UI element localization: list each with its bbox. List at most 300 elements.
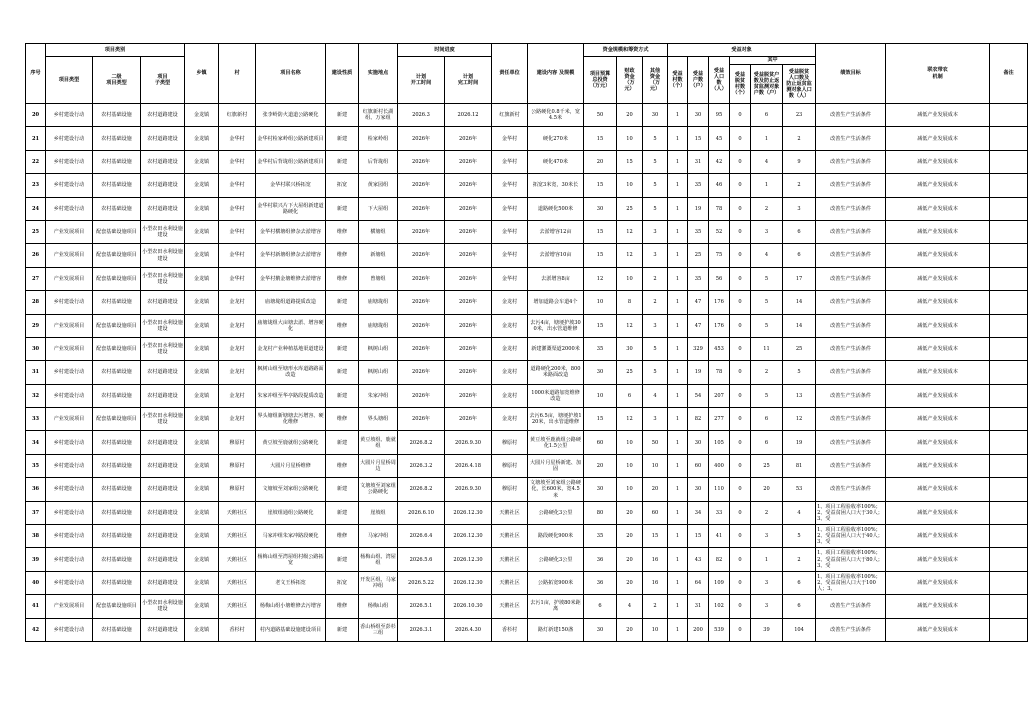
row-budget-total: 15	[584, 174, 617, 197]
row-linkage-mechanism: 减低产业发展成本	[886, 384, 990, 407]
row-content-scale: 公路拓宽900米	[528, 571, 584, 594]
table-row	[26, 618, 1028, 641]
row-poor-households: 5	[751, 314, 783, 337]
row-poor-households: 6	[751, 408, 783, 431]
row-remarks	[990, 150, 1028, 173]
row-secondary-type: 配套基础设施项目	[93, 267, 141, 290]
col-benefit-villages-header: 受益 村数 （个）	[668, 57, 688, 104]
row-project-name: 金华村联兴片下大屋组新建道路硬化	[256, 197, 326, 220]
row-other-funds: 3	[643, 408, 668, 431]
row-town: 金龙镇	[185, 314, 219, 337]
row-linkage-mechanism: 减低产业发展成本	[886, 571, 990, 594]
row-village: 穆原村	[219, 454, 256, 477]
row-village: 天鹅社区	[219, 595, 256, 618]
row-linkage-mechanism: 减低产业发展成本	[886, 150, 990, 173]
col-project-category-header: 项目类别	[46, 44, 185, 57]
row-poor-villages: 0	[730, 384, 751, 407]
row-construction-nature: 新建	[326, 361, 359, 384]
row-fiscal-funds: 10	[617, 267, 643, 290]
row-responsible-unit: 金龙村	[492, 291, 528, 314]
row-remarks	[990, 478, 1028, 501]
row-poor-villages: 0	[730, 291, 751, 314]
row-responsible-unit: 穆原村	[492, 431, 528, 454]
col-village-header: 村	[219, 44, 256, 104]
table-row	[26, 478, 1028, 501]
col-remarks-header: 备注	[990, 44, 1028, 104]
row-benefit-population: 110	[709, 478, 730, 501]
table-row	[26, 525, 1028, 548]
row-benefit-households: 47	[688, 291, 709, 314]
row-town: 金龙镇	[185, 525, 219, 548]
row-secondary-type: 农村基础设施	[93, 104, 141, 127]
row-poor-villages: 0	[730, 595, 751, 618]
row-performance-goal: 改善生产生活条件	[816, 127, 886, 150]
row-project-name: 金华村鹅金塘维修去淤增容	[256, 267, 326, 290]
row-seq: 27	[26, 267, 46, 290]
row-secondary-type: 农村基础设施	[93, 618, 141, 641]
row-content-scale: 公路硬化0.8千米，宽4.5米	[528, 104, 584, 127]
row-benefit-population: 45	[709, 127, 730, 150]
row-project-name: 朱家冲组至华亭路段提质改造	[256, 384, 326, 407]
row-project-name: 文塘坡至刘家组公路硬化	[256, 478, 326, 501]
row-benefit-households: 60	[688, 454, 709, 477]
row-village: 香杉村	[219, 618, 256, 641]
row-responsible-unit: 天鹅社区	[492, 525, 528, 548]
row-location: 杨梅山组	[359, 595, 398, 618]
row-secondary-type: 农村基础设施	[93, 361, 141, 384]
row-village: 天鹅社区	[219, 548, 256, 571]
row-planned-start: 2026年	[398, 408, 445, 431]
row-seq: 41	[26, 595, 46, 618]
row-construction-nature: 新建	[326, 291, 359, 314]
row-responsible-unit: 金华村	[492, 174, 528, 197]
row-benefit-households: 35	[688, 174, 709, 197]
row-benefit-population: 41	[709, 525, 730, 548]
col-construction-nature-header: 建设性质	[326, 44, 359, 104]
col-town-header: 乡镇	[185, 44, 219, 104]
row-location: 庙塘垅组	[359, 314, 398, 337]
col-funding-header: 资金规模和筹资方式	[584, 44, 668, 57]
row-village: 天鹅社区	[219, 571, 256, 594]
row-other-funds: 30	[643, 104, 668, 127]
table-row	[26, 197, 1028, 220]
row-planned-finish: 2026.12.30	[445, 548, 492, 571]
row-project-type: 产业发展项目	[46, 595, 93, 618]
row-planned-start: 2026年	[398, 314, 445, 337]
row-poor-villages: 0	[730, 150, 751, 173]
row-fiscal-funds: 12	[617, 314, 643, 337]
row-village: 穆原村	[219, 478, 256, 501]
row-budget-total: 30	[584, 478, 617, 501]
row-benefit-villages: 1	[668, 361, 688, 384]
row-benefit-households: 31	[688, 595, 709, 618]
row-linkage-mechanism: 减低产业发展成本	[886, 104, 990, 127]
row-seq: 32	[26, 384, 46, 407]
row-responsible-unit: 香杉村	[492, 618, 528, 641]
row-location: 横塘组	[359, 220, 398, 243]
row-budget-total: 35	[584, 337, 617, 360]
row-project-type: 乡村建设行动	[46, 104, 93, 127]
row-responsible-unit: 穆原村	[492, 478, 528, 501]
row-planned-start: 2026年	[398, 291, 445, 314]
row-poor-population: 5	[783, 361, 816, 384]
row-content-scale: 去污1亩，护坡80米距离	[528, 595, 584, 618]
row-poor-population: 104	[783, 618, 816, 641]
row-poor-population: 2	[783, 548, 816, 571]
row-benefit-households: 30	[688, 104, 709, 127]
row-poor-villages: 0	[730, 174, 751, 197]
row-seq: 39	[26, 548, 46, 571]
row-content-scale: 去淤增容12亩	[528, 220, 584, 243]
row-performance-goal: 改善生产生活条件	[816, 104, 886, 127]
col-benefit-population-header: 受益 人口 数 （人）	[709, 57, 730, 104]
row-poor-villages: 0	[730, 618, 751, 641]
table-row	[26, 384, 1028, 407]
row-poor-population: 14	[783, 314, 816, 337]
row-project-type: 产业发展项目	[46, 267, 93, 290]
row-project-name: 金华村横塘组修杂去淤增容	[256, 220, 326, 243]
row-seq: 33	[26, 408, 46, 431]
row-planned-finish: 2026.12.30	[445, 501, 492, 524]
row-location: 开发区组、马家冲组	[359, 571, 398, 594]
table-row	[26, 267, 1028, 290]
row-other-funds: 5	[643, 127, 668, 150]
row-responsible-unit: 穆原村	[492, 454, 528, 477]
row-fiscal-funds: 6	[617, 384, 643, 407]
project-table-sheet	[25, 43, 1028, 642]
row-benefit-villages: 1	[668, 525, 688, 548]
row-secondary-type: 配套基础设施项目	[93, 595, 141, 618]
row-planned-start: 2026.3.2	[398, 454, 445, 477]
row-location: 香山桥组至彭杉三组	[359, 618, 398, 641]
row-poor-households: 4	[751, 244, 783, 267]
row-benefit-villages: 1	[668, 267, 688, 290]
row-village: 天鹅社区	[219, 501, 256, 524]
row-benefit-population: 46	[709, 174, 730, 197]
row-benefit-households: 329	[688, 337, 709, 360]
row-performance-goal: 改善生产生活条件	[816, 174, 886, 197]
row-benefit-villages: 1	[668, 174, 688, 197]
row-project-name: 金龙村产业种植基地渠道建设	[256, 337, 326, 360]
row-fiscal-funds: 12	[617, 408, 643, 431]
row-responsible-unit: 金龙村	[492, 314, 528, 337]
row-content-scale: 1000米道路加宽维修改造	[528, 384, 584, 407]
row-remarks	[990, 174, 1028, 197]
row-project-name: 老文王桥拓宽	[256, 571, 326, 594]
row-remarks	[990, 244, 1028, 267]
row-benefit-villages: 1	[668, 595, 688, 618]
row-village: 金华村	[219, 244, 256, 267]
row-sub-type: 农村道路建设	[141, 431, 185, 454]
row-linkage-mechanism: 减低产业发展成本	[886, 595, 990, 618]
row-remarks	[990, 571, 1028, 594]
row-linkage-mechanism: 减低产业发展成本	[886, 127, 990, 150]
row-secondary-type: 农村基础设施	[93, 174, 141, 197]
row-poor-population: 6	[783, 220, 816, 243]
row-village: 金龙村	[219, 408, 256, 431]
row-planned-finish: 2026年	[445, 127, 492, 150]
row-benefit-villages: 1	[668, 244, 688, 267]
row-poor-villages: 0	[730, 478, 751, 501]
row-poor-population: 23	[783, 104, 816, 127]
row-benefit-population: 277	[709, 408, 730, 431]
row-other-funds: 10	[643, 618, 668, 641]
row-linkage-mechanism: 减低产业发展成本	[886, 525, 990, 548]
row-benefit-villages: 1	[668, 197, 688, 220]
row-fiscal-funds: 25	[617, 361, 643, 384]
row-sub-type: 农村道路建设	[141, 174, 185, 197]
row-project-type: 乡村建设行动	[46, 150, 93, 173]
row-poor-population: 13	[783, 384, 816, 407]
table-row	[26, 127, 1028, 150]
row-project-type: 乡村建设行动	[46, 478, 93, 501]
row-poor-households: 1	[751, 174, 783, 197]
row-content-scale: 大圆片月星桥新建、加固	[528, 454, 584, 477]
row-project-name: 金华村新塘组修杂去淤增容	[256, 244, 326, 267]
row-other-funds: 16	[643, 548, 668, 571]
row-poor-population: 9	[783, 150, 816, 173]
row-poor-households: 3	[751, 220, 783, 243]
row-construction-nature: 维修	[326, 408, 359, 431]
row-poor-villages: 0	[730, 431, 751, 454]
row-project-type: 乡村建设行动	[46, 501, 93, 524]
row-benefit-population: 176	[709, 291, 730, 314]
row-responsible-unit: 金龙村	[492, 384, 528, 407]
row-town: 金龙镇	[185, 150, 219, 173]
table-row	[26, 314, 1028, 337]
row-fiscal-funds: 30	[617, 337, 643, 360]
row-fiscal-funds: 10	[617, 431, 643, 454]
row-benefit-households: 15	[688, 525, 709, 548]
table-row	[26, 501, 1028, 524]
row-fiscal-funds: 20	[617, 525, 643, 548]
row-planned-finish: 2026年	[445, 314, 492, 337]
row-construction-nature: 维修	[326, 314, 359, 337]
row-town: 金龙镇	[185, 454, 219, 477]
row-linkage-mechanism: 减低产业发展成本	[886, 291, 990, 314]
row-project-name: 庙塘垅组大亩塘去淤、增容硬化	[256, 314, 326, 337]
row-remarks	[990, 220, 1028, 243]
row-secondary-type: 农村基础设施	[93, 431, 141, 454]
table-row	[26, 571, 1028, 594]
table-row	[26, 220, 1028, 243]
row-benefit-villages: 1	[668, 501, 688, 524]
row-town: 金龙镇	[185, 501, 219, 524]
row-benefit-population: 78	[709, 197, 730, 220]
row-poor-households: 6	[751, 431, 783, 454]
row-secondary-type: 农村基础设施	[93, 384, 141, 407]
row-village: 金龙村	[219, 291, 256, 314]
row-town: 金龙镇	[185, 174, 219, 197]
row-seq: 38	[26, 525, 46, 548]
row-benefit-villages: 1	[668, 454, 688, 477]
row-performance-goal: 改善生产生活条件	[816, 618, 886, 641]
row-budget-total: 60	[584, 431, 617, 454]
row-construction-nature: 新建	[326, 337, 359, 360]
row-location: 文塘坡至刘家组公路硬化	[359, 478, 398, 501]
row-location: 检家岭组	[359, 127, 398, 150]
row-benefit-households: 43	[688, 548, 709, 571]
col-project-name-header: 项目名称	[256, 44, 326, 104]
row-town: 金龙镇	[185, 197, 219, 220]
row-benefit-population: 105	[709, 431, 730, 454]
row-responsible-unit: 金龙村	[492, 361, 528, 384]
row-budget-total: 30	[584, 197, 617, 220]
row-sub-type: 农村道路建设	[141, 150, 185, 173]
row-planned-start: 2026年	[398, 174, 445, 197]
row-planned-finish: 2026年	[445, 384, 492, 407]
row-secondary-type: 配套基础设施项目	[93, 244, 141, 267]
row-benefit-population: 176	[709, 314, 730, 337]
row-poor-households: 3	[751, 595, 783, 618]
row-other-funds: 5	[643, 174, 668, 197]
row-project-name: 金华村联兴桥拓宽	[256, 174, 326, 197]
table-row	[26, 454, 1028, 477]
row-poor-households: 2	[751, 361, 783, 384]
row-fiscal-funds: 20	[617, 104, 643, 127]
row-content-scale: 公路硬化3公里	[528, 548, 584, 571]
row-other-funds: 4	[643, 384, 668, 407]
col-other-funds-header: 其他 资金 （万 元）	[643, 57, 668, 104]
row-poor-population: 19	[783, 431, 816, 454]
row-location: 崖坡组	[359, 501, 398, 524]
row-poor-households: 11	[751, 337, 783, 360]
row-seq: 26	[26, 244, 46, 267]
row-secondary-type: 配套基础设施项目	[93, 337, 141, 360]
row-village: 金华村	[219, 127, 256, 150]
row-poor-population: 6	[783, 244, 816, 267]
row-performance-goal: 1、项目工程验收率100%；2、受益贫困人口大于80人；3、受	[816, 548, 886, 571]
row-construction-nature: 维修	[326, 220, 359, 243]
row-location: 马家冲组	[359, 525, 398, 548]
row-project-type: 乡村建设行动	[46, 618, 93, 641]
row-planned-start: 2026年	[398, 150, 445, 173]
row-responsible-unit: 天鹅社区	[492, 571, 528, 594]
row-benefit-households: 30	[688, 431, 709, 454]
row-location: 黄豆坡组、鹿就组	[359, 431, 398, 454]
row-budget-total: 15	[584, 314, 617, 337]
row-other-funds: 15	[643, 525, 668, 548]
row-benefit-households: 35	[688, 220, 709, 243]
row-poor-population: 3	[783, 197, 816, 220]
row-town: 金龙镇	[185, 548, 219, 571]
row-sub-type: 小型农田水利设施建设	[141, 244, 185, 267]
row-sub-type: 农村道路建设	[141, 384, 185, 407]
table-row	[26, 548, 1028, 571]
row-linkage-mechanism: 减低产业发展成本	[886, 244, 990, 267]
row-planned-start: 2026.5.22	[398, 571, 445, 594]
row-budget-total: 12	[584, 267, 617, 290]
row-benefit-households: 47	[688, 314, 709, 337]
row-planned-start: 2026年	[398, 127, 445, 150]
row-seq: 23	[26, 174, 46, 197]
row-planned-start: 2026.6.4	[398, 525, 445, 548]
row-performance-goal: 1、项目工程验收率100%；2、受益贫困人口大于30人；3、受	[816, 501, 886, 524]
row-fiscal-funds: 12	[617, 220, 643, 243]
row-poor-population: 4	[783, 501, 816, 524]
row-performance-goal: 1、项目工程验收率100%；2、受益贫困人口大于40人；3、受	[816, 525, 886, 548]
row-poor-population: 6	[783, 571, 816, 594]
row-planned-start: 2026.8.2	[398, 431, 445, 454]
row-performance-goal: 改善生产生活条件	[816, 408, 886, 431]
row-linkage-mechanism: 减低产业发展成本	[886, 314, 990, 337]
row-project-name: 杨梅山组至湾屋组村级公路拓宽	[256, 548, 326, 571]
row-poor-population: 81	[783, 454, 816, 477]
col-poor-population-header: 受益脱贫 人口数及 防止返贫监 测对象人口 数（人）	[783, 65, 816, 104]
row-benefit-households: 200	[688, 618, 709, 641]
row-linkage-mechanism: 减低产业发展成本	[886, 478, 990, 501]
row-poor-population: 5	[783, 525, 816, 548]
row-remarks	[990, 104, 1028, 127]
row-budget-total: 15	[584, 220, 617, 243]
row-sub-type: 农村道路建设	[141, 104, 185, 127]
row-benefit-households: 31	[688, 150, 709, 173]
table-row	[26, 291, 1028, 314]
row-responsible-unit: 金华村	[492, 267, 528, 290]
row-location: 枫树山组	[359, 337, 398, 360]
row-seq: 21	[26, 127, 46, 150]
row-sub-type: 农村道路建设	[141, 525, 185, 548]
row-seq: 20	[26, 104, 46, 127]
row-seq: 30	[26, 337, 46, 360]
row-performance-goal: 改善生产生活条件	[816, 337, 886, 360]
row-budget-total: 30	[584, 361, 617, 384]
row-town: 金龙镇	[185, 595, 219, 618]
row-content-scale: 公路硬化3公里	[528, 501, 584, 524]
row-location: 朱家冲组	[359, 384, 398, 407]
row-project-type: 乡村建设行动	[46, 127, 93, 150]
row-planned-finish: 2026年	[445, 220, 492, 243]
row-other-funds: 3	[643, 244, 668, 267]
row-poor-population: 12	[783, 408, 816, 431]
row-village: 金华村	[219, 174, 256, 197]
row-content-scale: 硬化470米	[528, 150, 584, 173]
row-location: 界头塘组	[359, 408, 398, 431]
row-benefit-villages: 1	[668, 150, 688, 173]
row-sub-type: 小型农田水利设施建设	[141, 408, 185, 431]
row-sub-type: 农村道路建设	[141, 501, 185, 524]
row-benefit-population: 56	[709, 267, 730, 290]
row-poor-villages: 0	[730, 525, 751, 548]
row-town: 金龙镇	[185, 337, 219, 360]
row-budget-total: 36	[584, 571, 617, 594]
row-benefit-households: 64	[688, 571, 709, 594]
row-remarks	[990, 618, 1028, 641]
row-seq: 22	[26, 150, 46, 173]
row-planned-start: 2026.5.1	[398, 595, 445, 618]
row-planned-start: 2026年	[398, 361, 445, 384]
row-village: 金龙村	[219, 361, 256, 384]
row-project-name: 杨梅山组小塘维修去污增容	[256, 595, 326, 618]
row-construction-nature: 维修	[326, 595, 359, 618]
row-benefit-population: 207	[709, 384, 730, 407]
row-sub-type: 农村道路建设	[141, 197, 185, 220]
project-table-body	[26, 104, 1028, 642]
row-secondary-type: 农村基础设施	[93, 571, 141, 594]
row-poor-villages: 0	[730, 220, 751, 243]
row-linkage-mechanism: 减低产业发展成本	[886, 220, 990, 243]
row-poor-households: 3	[751, 571, 783, 594]
row-poor-population: 14	[783, 291, 816, 314]
row-content-scale: 黄豆坡至鹿就组公路硬化1.5公里	[528, 431, 584, 454]
row-linkage-mechanism: 减低产业发展成本	[886, 267, 990, 290]
row-location: 杨梅山组、湾屋组	[359, 548, 398, 571]
row-construction-nature: 维修	[326, 244, 359, 267]
project-table	[25, 43, 1028, 642]
row-planned-finish: 2026年	[445, 174, 492, 197]
row-performance-goal: 改善生产生活条件	[816, 478, 886, 501]
table-row	[26, 431, 1028, 454]
